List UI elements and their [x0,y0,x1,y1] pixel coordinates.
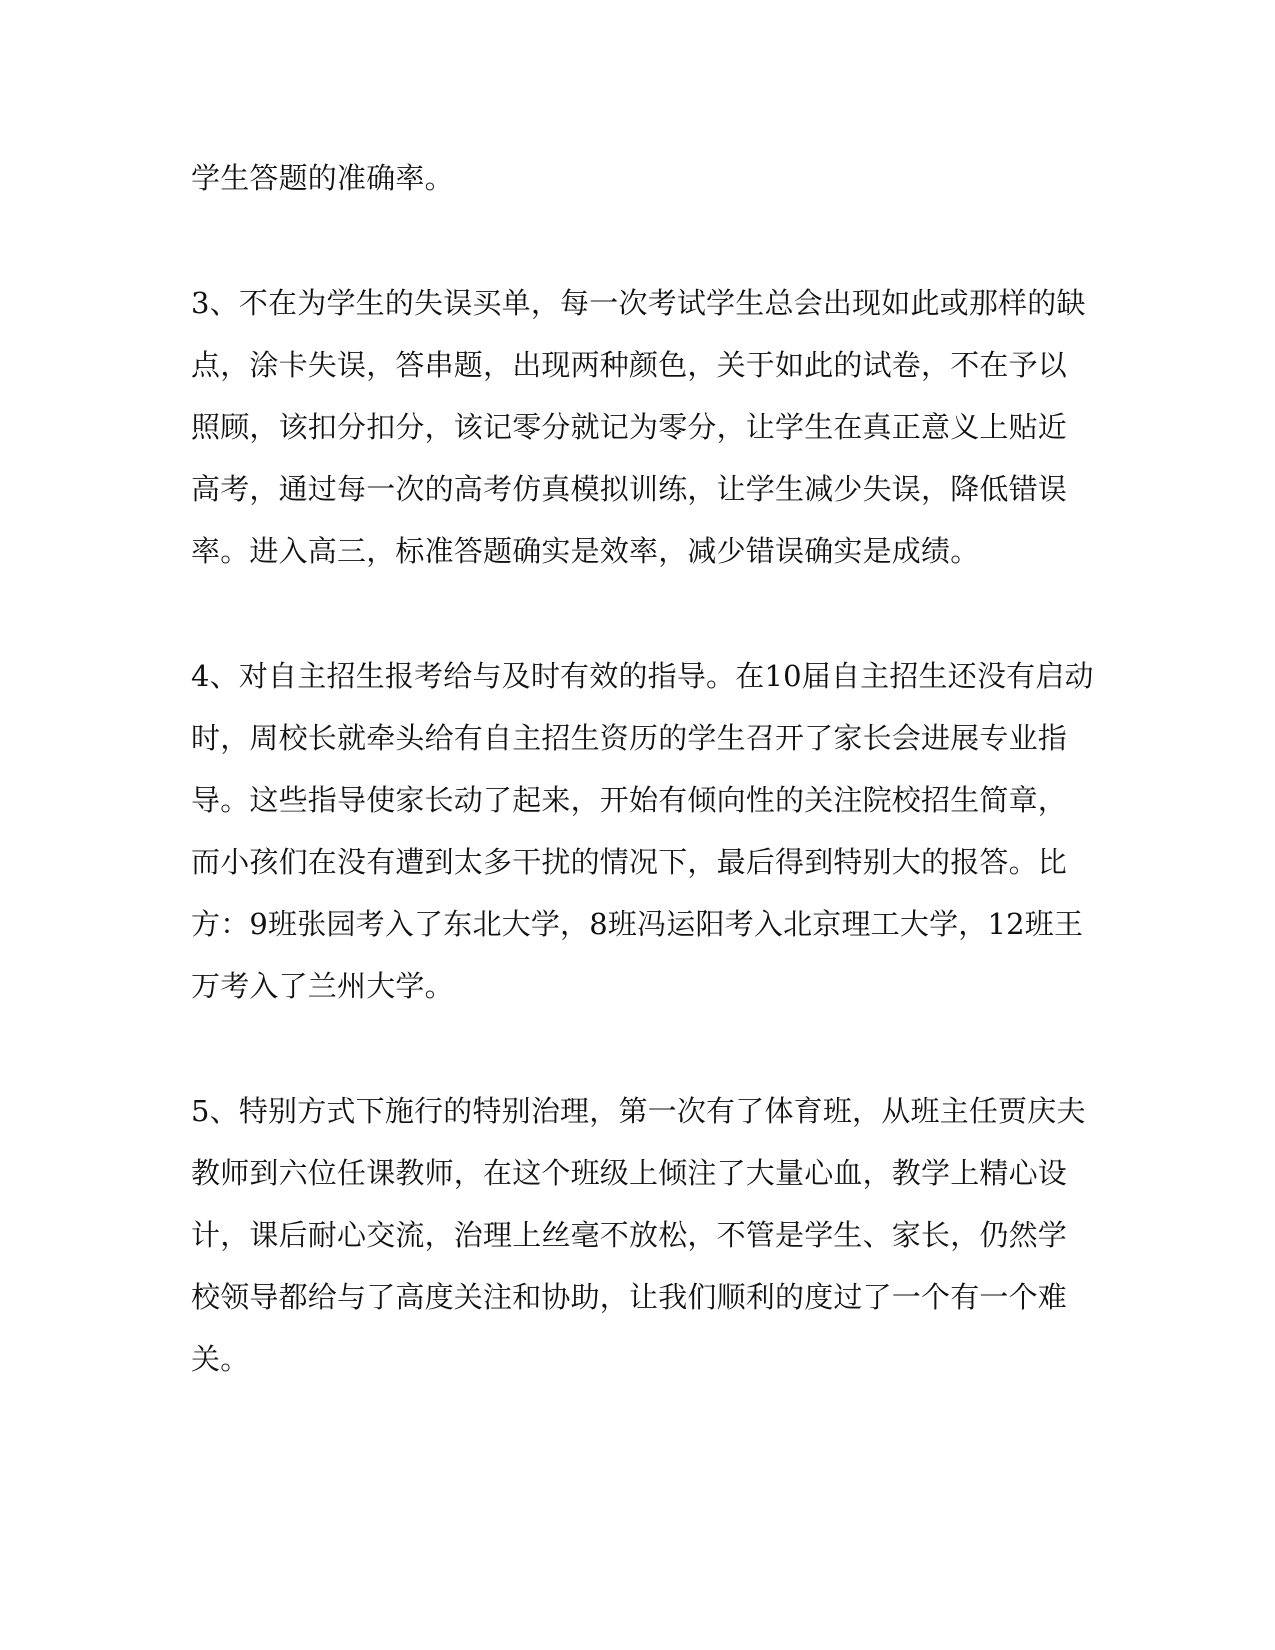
text-line: 关。 [191,1342,250,1376]
text-line: 5、特别方式下施行的特别治理，第一次有了体育班，从班主任贾庆夫 [191,1094,1086,1128]
text-line: 点，涂卡失误，答串题，出现两种颜色，关于如此的试卷，不在予以 [191,348,1068,382]
text-line: 时，周校长就牵头给有自主招生资历的学生召开了家长会进展专业指 [191,721,1068,755]
text-line: 校领导都给与了高度关注和协助，让我们顺利的度过了一个有一个难 [191,1280,1068,1314]
text-line: 率。进入高三，标准答题确实是效率，减少错误确实是成绩。 [191,534,980,568]
text-line: 方：9班张园考入了东北大学，8班冯运阳考入北京理工大学，12班王 [191,907,1084,941]
text-line: 3、不在为学生的失误买单，每一次考试学生总会出现如此或那样的缺 [191,286,1086,320]
text-line: 导。这些指导使家长动了起来，开始有倾向性的关注院校招生简章， [191,783,1068,817]
text-line: 照顾，该扣分扣分，该记零分就记为零分，让学生在真正意义上贴近 [191,410,1068,444]
text-line: 万考入了兰州大学。 [191,969,454,1003]
text-line: 学生答题的准确率。 [191,161,454,195]
text-line: 计，课后耐心交流，治理上丝毫不放松，不管是学生、家长，仍然学 [191,1218,1068,1252]
text-line: 教师到六位任课教师，在这个班级上倾注了大量心血，教学上精心设 [191,1156,1068,1190]
text-line: 而小孩们在没有遭到太多干扰的情况下，最后得到特别大的报答。比 [191,845,1068,879]
text-line: 高考，通过每一次的高考仿真模拟训练，让学生减少失误，降低错误 [191,472,1068,506]
text-line: 4、对自主招生报考给与及时有效的指导。在10届自主招生还没有启动 [191,659,1094,693]
